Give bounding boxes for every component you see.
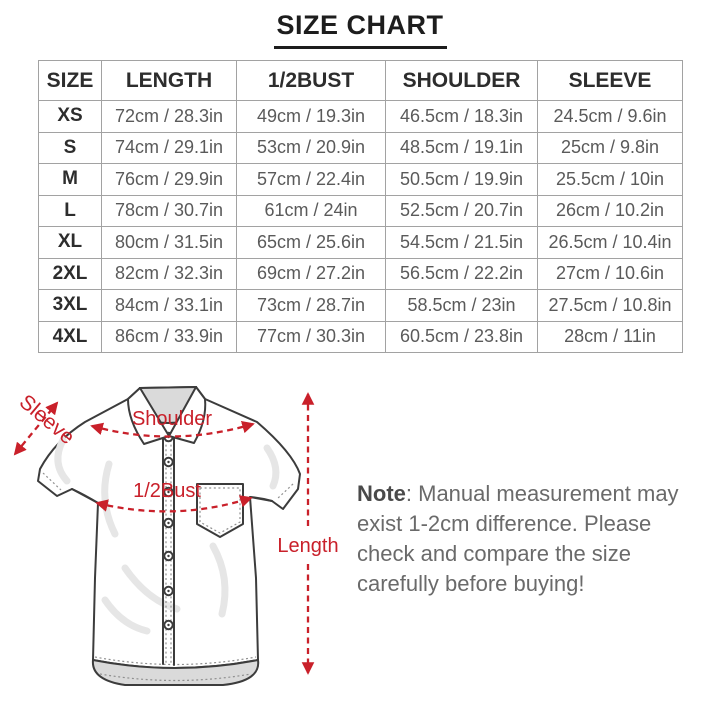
- length-cell: 86cm / 33.9in: [102, 321, 237, 353]
- sleeve-measure-label: Sleeve: [14, 390, 79, 450]
- sleeve-cell: 26.5cm / 10.4in: [538, 227, 683, 259]
- table-header: [39, 61, 683, 101]
- half-bust-cell: 69cm / 27.2in: [237, 258, 386, 290]
- table-row-2xl: [39, 258, 683, 290]
- note-line: Note: Manual measurement may: [357, 481, 679, 506]
- length-cell: 76cm / 29.9in: [102, 164, 237, 196]
- shirt-measurement-diagram: [5, 368, 340, 708]
- table-row-s: [39, 132, 683, 164]
- table-row-m: [39, 164, 683, 196]
- length-cell: 82cm / 32.3in: [102, 258, 237, 290]
- length-measure-label: Length: [277, 535, 339, 557]
- sleeve-cell: 28cm / 11in: [538, 321, 683, 353]
- column-header-half-bust: 1/2BUST: [237, 61, 386, 101]
- table-row-3xl: [39, 290, 683, 322]
- size-cell: M: [39, 164, 102, 196]
- length-cell: 72cm / 28.3in: [102, 101, 237, 133]
- sleeve-cell: 27.5cm / 10.8in: [538, 290, 683, 322]
- size-cell: 4XL: [39, 321, 102, 353]
- table-body: [39, 101, 683, 353]
- note-line: carefully before buying!: [357, 571, 585, 596]
- shoulder-cell: 46.5cm / 18.3in: [386, 101, 538, 133]
- shoulder-cell: 50.5cm / 19.9in: [386, 164, 538, 196]
- header-row: [39, 61, 683, 101]
- size-cell: XL: [39, 227, 102, 259]
- shoulder-cell: 56.5cm / 22.2in: [386, 258, 538, 290]
- shoulder-cell: 58.5cm / 23in: [386, 290, 538, 322]
- column-header-shoulder: SHOULDER: [386, 61, 538, 101]
- length-cell: 84cm / 33.1in: [102, 290, 237, 322]
- half-bust-measure-label: 1/2Bust: [133, 480, 201, 502]
- sleeve-cell: 27cm / 10.6in: [538, 258, 683, 290]
- table-row-4xl: [39, 321, 683, 353]
- note-label: Note: [357, 481, 406, 506]
- half-bust-cell: 53cm / 20.9in: [237, 132, 386, 164]
- table-row-xs: [39, 101, 683, 133]
- shoulder-cell: 60.5cm / 23.8in: [386, 321, 538, 353]
- size-cell: XS: [39, 101, 102, 133]
- note-line: check and compare the size: [357, 541, 631, 566]
- page-header: [0, 10, 720, 49]
- table-row-xl: [39, 227, 683, 259]
- sleeve-cell: 24.5cm / 9.6in: [538, 101, 683, 133]
- column-header-size: SIZE: [39, 61, 102, 101]
- half-bust-cell: 61cm / 24in: [237, 195, 386, 227]
- page-title: SIZE CHART: [274, 10, 447, 49]
- half-bust-cell: 73cm / 28.7in: [237, 290, 386, 322]
- size-cell: 3XL: [39, 290, 102, 322]
- column-header-sleeve: SLEEVE: [538, 61, 683, 101]
- shoulder-measure-label: Shoulder: [131, 408, 213, 430]
- table-row-l: [39, 195, 683, 227]
- shoulder-cell: 52.5cm / 20.7in: [386, 195, 538, 227]
- size-chart-table: [38, 60, 683, 353]
- sleeve-cell: 25cm / 9.8in: [538, 132, 683, 164]
- half-bust-cell: 49cm / 19.3in: [237, 101, 386, 133]
- note-text: [357, 479, 717, 599]
- length-cell: 78cm / 30.7in: [102, 195, 237, 227]
- shoulder-cell: 48.5cm / 19.1in: [386, 132, 538, 164]
- sleeve-cell: 26cm / 10.2in: [538, 195, 683, 227]
- shoulder-cell: 54.5cm / 21.5in: [386, 227, 538, 259]
- size-cell: L: [39, 195, 102, 227]
- half-bust-cell: 65cm / 25.6in: [237, 227, 386, 259]
- column-header-length: LENGTH: [102, 61, 237, 101]
- size-cell: S: [39, 132, 102, 164]
- note-line: exist 1-2cm difference. Please: [357, 511, 652, 536]
- sleeve-cell: 25.5cm / 10in: [538, 164, 683, 196]
- half-bust-cell: 57cm / 22.4in: [237, 164, 386, 196]
- length-cell: 80cm / 31.5in: [102, 227, 237, 259]
- size-cell: 2XL: [39, 258, 102, 290]
- half-bust-cell: 77cm / 30.3in: [237, 321, 386, 353]
- length-cell: 74cm / 29.1in: [102, 132, 237, 164]
